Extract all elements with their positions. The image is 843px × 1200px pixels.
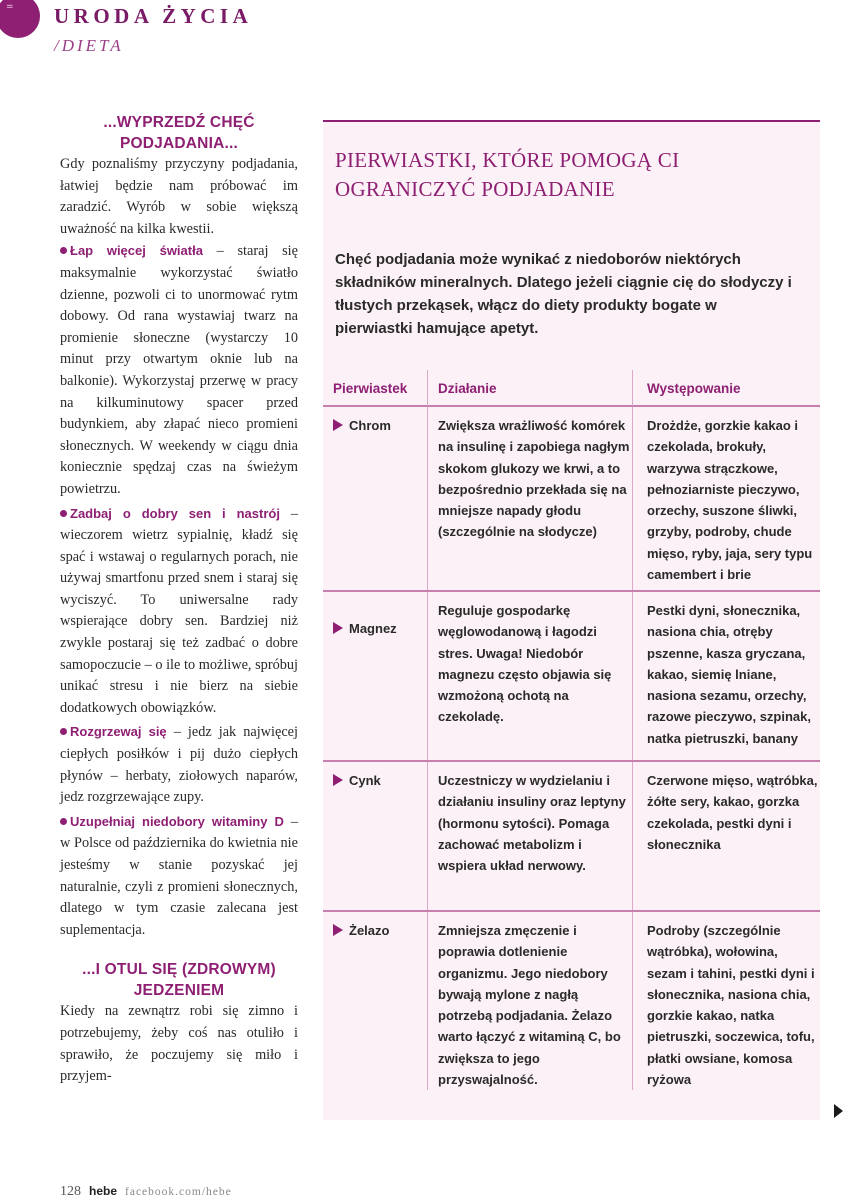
- table-row: [323, 592, 820, 762]
- tip-text: – wieczorem wietrz sypialnię, kładź się spać i wstawaj o regularnych porach, nie używaj smartfonu przed snem i staraj się wyciszyć. To uniwersalne rady wspierające dobry sen. Bardziej niż zwykle postaraj się też zadbać o dobre samopoczucie – o ile to możliwe, spróbuj unikać stresu i nie bierz na siebie dodatkowych obowiązków.: [60, 505, 298, 716]
- article-column: [60, 112, 298, 1088]
- bullet-dot-icon: [60, 728, 67, 735]
- tip-text: – w Polsce od października do kwietnia nie jesteśmy w stanie pozyskać jej naturalnie, czyli z promieni słonecznych, dlatego w tym czasie zalecana jest suplementacja.: [60, 813, 298, 938]
- tip-text: – jedz jak najwięcej ciepłych posiłków i pij dużo ciepłych płynów – herbaty, ziołowych naparów, jedz rozgrzewające zupy.: [60, 724, 298, 806]
- box-title: PIERWIASTKI, KTÓRE POMOGĄ CI OGRANICZYĆ PODJADANIE: [335, 148, 680, 201]
- footer-brand: hebe: [89, 1184, 118, 1198]
- tip-label: Zadbaj o dobry sen i nastrój: [70, 505, 280, 521]
- article-outro: Kiedy na zewnątrz robi się zimno i potrzebujemy, żeby coś nas otuliło i sprawiło, że poczujemy się miło i przyjem-: [60, 1003, 298, 1085]
- sources-cell: Pestki dyni, słonecznika, nasiona chia, otręby pszenne, kasza gryczana, kakao, siemię lniane, nasiona sezamu, orzechy, razowe pieczywo, szpinak, natka pietruszki, banany: [632, 592, 820, 760]
- action-cell: Reguluje gospodarkę węglowodanową i łagodzi stres. Uwaga! Niedobór magnezu często objawia się wzmożoną ochotą na czekoladę.: [427, 592, 632, 760]
- action-cell: Zmniejsza zmęczenie i poprawia dotlenienie organizmu. Jego niedobory bywają mylone z nagłą potrzebą podjadania. Żelazo warto łączyć z witaminą C, bo zwiększa to jego przyswajalność.: [427, 912, 632, 1090]
- element-name: Chrom: [349, 418, 391, 433]
- article-heading: ...I OTUL SIĘ (ZDROWYM) JEDZENIEM: [82, 961, 276, 1000]
- bullet-dot-icon: [60, 247, 67, 254]
- triangle-bullet-icon: [333, 774, 343, 786]
- tip-paragraph: [60, 240, 298, 500]
- minerals-table: [323, 371, 820, 1090]
- tip-label: Rozgrzewaj się: [70, 724, 167, 740]
- action-cell: Uczestniczy w wydzielaniu i działaniu insuliny oraz leptyny (hormonu sytości). Pomaga zachować metabolizm i wspiera układ nerwowy.: [427, 762, 632, 910]
- element-cell: [323, 912, 427, 1090]
- table-row: [323, 912, 820, 1090]
- tip-paragraph: [60, 721, 298, 808]
- bullet-dot-icon: [60, 510, 67, 517]
- footer-link[interactable]: facebook.com/hebe: [125, 1186, 232, 1198]
- action-cell: Zwiększa wrażliwość komórek na insulinę i zapobiega nagłym skokom glukozy we krwi, a to bezpośrednio przekłada się na mniejsze napady głodu (szczególnie na słodycze): [427, 407, 632, 590]
- element-name: Cynk: [349, 773, 381, 788]
- tip-text: – staraj się maksymalnie wykorzystać światło dzienne, pozwoli ci to unormować rytm dobowy. Od rana wystawiaj twarz na promienie słoneczne (wystarczy 10 minut przy otwartym oknie lub na balkonie). Wykorzystaj przerwę w pracy na kilkuminutowy spacer przed budynkiem, aby złapać nieco promieni słonecznych. W weekendy w ciągu dnia koniecznie spędzaj czas na świeżym powietrzu.: [60, 243, 299, 497]
- column-header: Pierwiastek: [333, 380, 408, 396]
- element-cell: [323, 592, 427, 760]
- section-title: URODA ŻYCIA: [54, 4, 253, 28]
- element-cell: [323, 762, 427, 910]
- article-heading: ...WYPRZEDŹ CHĘĆ PODJADANIA...: [103, 114, 255, 152]
- minerals-box: [323, 120, 820, 1120]
- table-row: [323, 407, 820, 592]
- element-name: Żelazo: [349, 923, 390, 938]
- triangle-bullet-icon: [333, 622, 343, 634]
- sources-cell: Podroby (szczególnie wątróbka), wołowina, sezam i tahini, pestki dyni i słonecznika, nasiona chia, gorzkie kakao, natka pietruszki, soczewica, tofu, płatki owsiane, komosa ryżowa: [632, 912, 820, 1090]
- table-row: [323, 762, 820, 912]
- page-footer: [60, 1184, 232, 1200]
- triangle-bullet-icon: [333, 419, 343, 431]
- page-number: 128: [60, 1184, 81, 1199]
- element-cell: [323, 407, 427, 590]
- sources-cell: Drożdże, gorzkie kakao i czekolada, brokuły, warzywa strączkowe, pełnoziarniste pieczywo, orzechy, suszone śliwki, grzyby, podroby, chude mięso, ryby, jaja, sery typu camembert i brie: [632, 407, 820, 590]
- box-intro: Chęć podjadania może wynikać z niedoborów niektórych składników mineralnych. Dlatego jeżeli ciągnie cię do słodyczy i tłustych przekąsek, włącz do diety produkty bogate w pierwiastki hamujące apetyt.: [335, 251, 792, 337]
- table-header: [323, 371, 820, 407]
- article-intro: Gdy poznaliśmy przyczyny podjadania, łatwiej będzie nam próbować im zaradzić. Wyrób w sobie większą uważność na kilka kwestii.: [60, 156, 298, 237]
- bullet-dot-icon: [60, 818, 67, 825]
- element-name: Magnez: [349, 621, 397, 636]
- brand-logo: [0, 0, 40, 38]
- tip-label: Łap więcej światła: [70, 243, 203, 259]
- column-header: Działanie: [427, 370, 632, 406]
- column-header: Występowanie: [632, 370, 820, 406]
- section-subtitle: /DIETA: [54, 36, 124, 55]
- tip-label: Uzupełniaj niedobory witaminy D: [70, 813, 284, 829]
- logo-mark: =: [6, 2, 14, 12]
- triangle-bullet-icon: [333, 924, 343, 936]
- next-page-arrow-icon[interactable]: [834, 1104, 843, 1118]
- sources-cell: Czerwone mięso, wątróbka, żółte sery, kakao, gorzka czekolada, pestki dyni i słonecznika: [632, 762, 820, 910]
- tip-paragraph: [60, 503, 298, 720]
- tip-paragraph: [60, 811, 298, 942]
